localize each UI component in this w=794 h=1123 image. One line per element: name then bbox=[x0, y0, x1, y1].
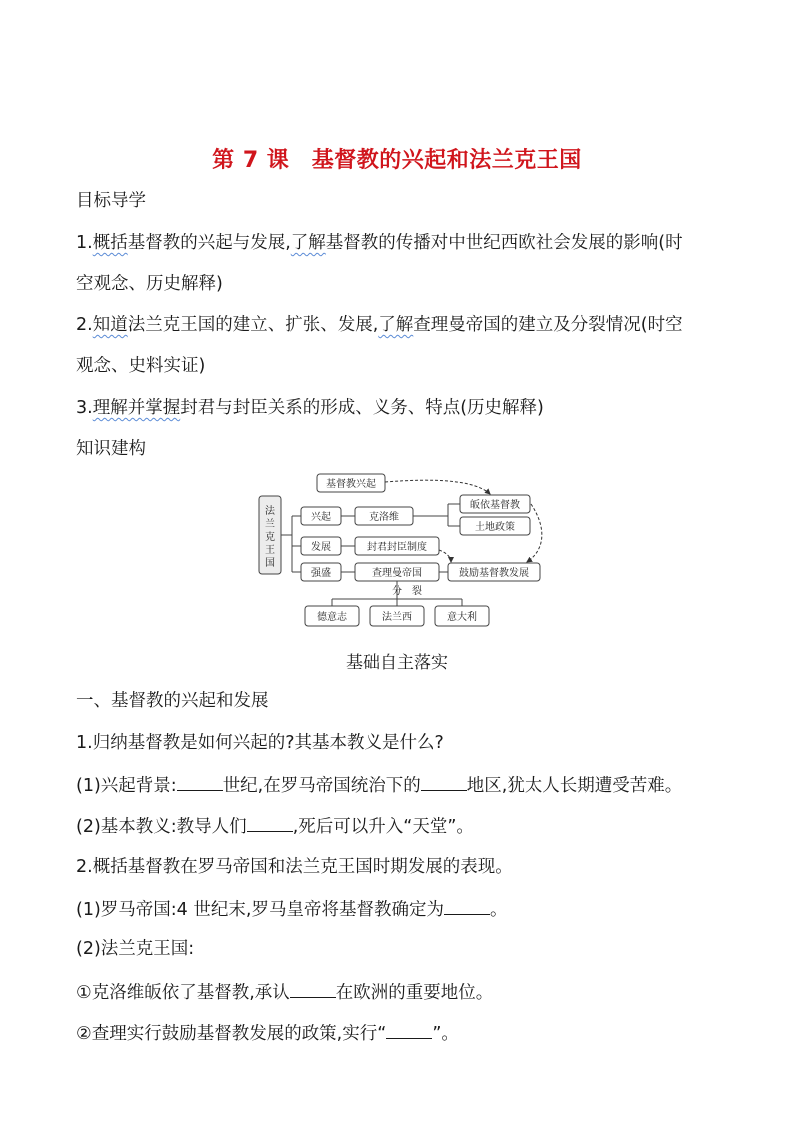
question-2-item-2: (2)法兰克王国: bbox=[76, 939, 195, 959]
answer-blank[interactable] bbox=[177, 772, 223, 791]
objective-text: 封君与封臣关系的形成、义务、特点(历史解释) bbox=[180, 398, 544, 418]
question-text: ”。 bbox=[432, 1024, 459, 1044]
stage-rise: 兴起 bbox=[311, 512, 331, 523]
answer-blank[interactable] bbox=[290, 979, 336, 998]
objective-2 bbox=[76, 313, 683, 337]
lesson-title: 第 7 课 基督教的兴起和法兰克王国 bbox=[212, 148, 582, 173]
objective-2-continued: 观念、史料实证) bbox=[76, 356, 206, 376]
node-christianity-rise: 基督教兴起 bbox=[326, 479, 376, 490]
objective-1-continued: 空观念、历史解释) bbox=[76, 274, 223, 294]
question-1: 1.归纳基督教是如何兴起的?其基本教义是什么? bbox=[76, 733, 444, 753]
objective-number: 2. bbox=[76, 315, 93, 335]
objective-text: 基督教的传播对中世纪西欧社会发展的影响(时 bbox=[325, 233, 683, 253]
split-italy: 意大利 bbox=[447, 612, 477, 623]
question-2: 2.概括基督教在罗马帝国和法兰克王国时期发展的表现。 bbox=[76, 857, 513, 877]
objective-number: 3. bbox=[76, 398, 93, 418]
root-char: 王 bbox=[265, 545, 275, 556]
node-land-policy: 土地政策 bbox=[475, 522, 515, 533]
objective-verb: 概括 bbox=[92, 233, 128, 253]
question-text: ②查理实行鼓励基督教发展的政策,实行“ bbox=[76, 1024, 387, 1044]
answer-blank[interactable] bbox=[247, 813, 293, 832]
objective-verb: 理解并掌握 bbox=[92, 398, 181, 418]
question-2-subitem-2 bbox=[76, 1020, 459, 1046]
node-charlemagne-empire: 查理曼帝国 bbox=[372, 568, 422, 579]
objective-text: 查理曼帝国的建立及分裂情况(时空 bbox=[413, 315, 683, 335]
node-convert-christianity: 皈依基督教 bbox=[470, 500, 520, 511]
split-france: 法兰西 bbox=[382, 612, 412, 623]
question-text: 世纪,在罗马帝国统治下的 bbox=[222, 776, 421, 796]
knowledge-structure-diagram bbox=[255, 468, 555, 633]
question-2-item-1 bbox=[76, 896, 507, 922]
part1-heading: 一、基督教的兴起和发展 bbox=[76, 691, 269, 711]
objectives-heading: 目标导学 bbox=[76, 191, 146, 211]
question-text: (1)兴起背景: bbox=[76, 776, 177, 796]
question-text: 在欧洲的重要地位。 bbox=[335, 983, 494, 1003]
root-char: 兰 bbox=[265, 519, 275, 530]
answer-blank[interactable] bbox=[421, 772, 467, 791]
knowledge-heading: 知识建构 bbox=[76, 439, 146, 459]
stage-peak: 强盛 bbox=[311, 568, 331, 579]
split-label: 分 裂 bbox=[392, 586, 422, 597]
objective-verb: 了解 bbox=[378, 315, 414, 335]
question-text: (2)基本教义:教导人们 bbox=[76, 817, 247, 837]
question-2-subitem-1 bbox=[76, 979, 493, 1005]
answer-blank[interactable] bbox=[444, 896, 490, 915]
stage-develop: 发展 bbox=[311, 542, 331, 553]
question-text: ,死后可以升入“天堂”。 bbox=[292, 817, 474, 837]
objective-verb: 了解 bbox=[290, 233, 326, 253]
question-1-item-2 bbox=[76, 813, 474, 839]
node-feudal-system: 封君封臣制度 bbox=[367, 542, 427, 553]
objective-verb: 知道 bbox=[92, 315, 128, 335]
objective-3 bbox=[76, 396, 544, 420]
node-clovis: 克洛维 bbox=[369, 512, 399, 523]
root-char: 法 bbox=[265, 506, 275, 517]
objective-number: 1. bbox=[76, 233, 93, 253]
split-germany: 德意志 bbox=[317, 612, 347, 623]
objective-1 bbox=[76, 231, 683, 255]
objective-text: 法兰克王国的建立、扩张、发展, bbox=[127, 315, 379, 335]
root-char: 克 bbox=[265, 532, 275, 543]
question-text: 。 bbox=[489, 900, 508, 920]
objective-text: 基督教的兴起与发展, bbox=[127, 233, 291, 253]
question-1-item-1 bbox=[76, 772, 682, 798]
node-encourage-christianity: 鼓励基督教发展 bbox=[459, 568, 529, 579]
root-char: 国 bbox=[265, 558, 275, 569]
section-title: 基础自主落实 bbox=[346, 653, 448, 673]
question-text: 地区,犹太人长期遭受苦难。 bbox=[466, 776, 683, 796]
question-text: ①克洛维皈依了基督教,承认 bbox=[76, 983, 290, 1003]
answer-blank[interactable] bbox=[386, 1020, 432, 1039]
question-text: (1)罗马帝国:4 世纪末,罗马皇帝将基督教确定为 bbox=[76, 900, 444, 920]
